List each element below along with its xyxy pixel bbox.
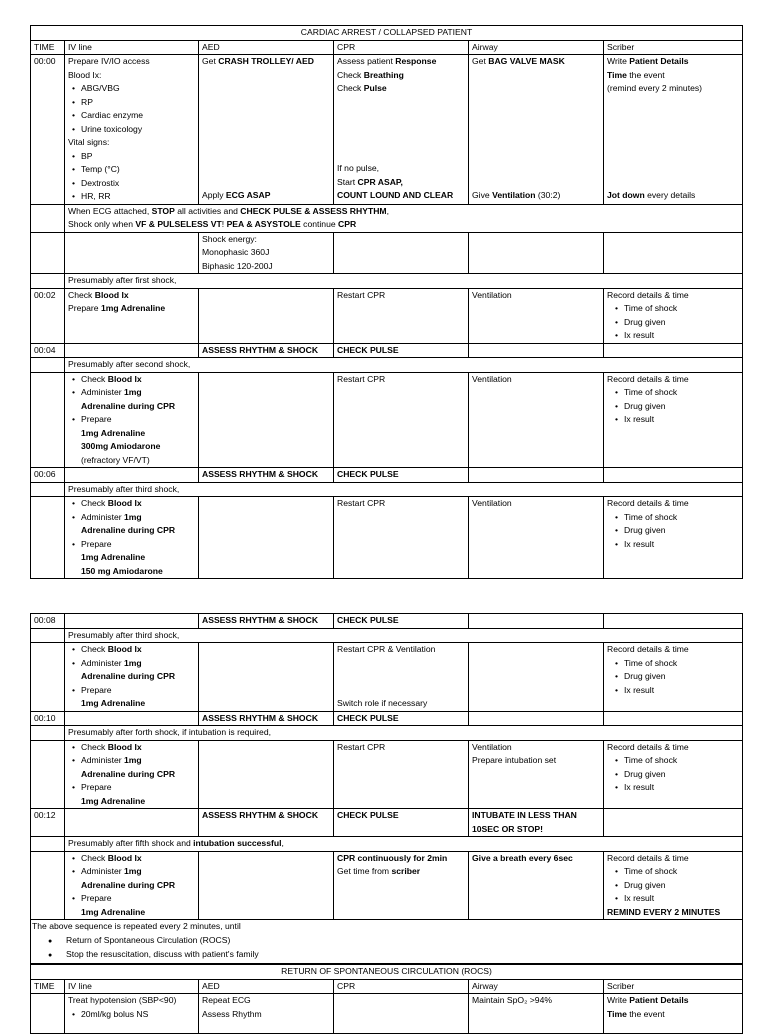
list-item: • Prepare [72, 892, 195, 906]
row-0010 [31, 711, 743, 726]
time-cell: 00:02 [31, 288, 65, 343]
row-0008 [31, 614, 743, 629]
ecg-note-row [31, 204, 743, 232]
rosc-title: RETURN OF SPONTANEOUS CIRCULATION (ROCS) [31, 965, 743, 980]
airway-cell [469, 55, 604, 205]
list-item: • Temp (°C) [72, 163, 195, 177]
after-shock-row [31, 274, 743, 289]
blood-ix-list [68, 82, 195, 136]
list-item: • Ix result [615, 538, 739, 552]
scriber-text: (remind every 2 minutes) [607, 83, 703, 93]
row-0004 [31, 343, 743, 358]
list-item: • Time of shock [615, 386, 739, 400]
airway-cell: Ventilation [469, 288, 604, 343]
list-item: • 20ml/kg bolus NS [72, 1008, 195, 1022]
list-item: • Administer 1mg [72, 511, 195, 525]
list-item: • Ix result [615, 684, 739, 698]
cpr-cell: Restart CPR [334, 497, 469, 579]
iv-list [68, 643, 195, 670]
list-item: • Time of shock [615, 754, 739, 768]
header-scriber: Scriber [604, 979, 743, 994]
row-block3 [31, 497, 743, 579]
scriber-cell: Record details & time • Time of shock • Drug given • Ix result [604, 643, 743, 712]
list-item: • Time of shock [615, 865, 739, 879]
after-shock-row [31, 726, 743, 741]
aed-text: Apply ECG ASAP [202, 190, 271, 200]
after-shock-note: Presumably after forth shock, if intubation is required, [65, 726, 743, 741]
iv-cell: • Check Blood Ix • Administer 1mg Adrenaline during CPR • Prepare 1mg Adrenaline 300mg Amiodarone (refractory VF/VT) [65, 372, 199, 468]
list-item: • Cardiac enzyme [72, 109, 195, 123]
continuation-sheet [30, 613, 742, 964]
continuation-table [30, 613, 743, 964]
list-item: • Administer 1mg [72, 657, 195, 671]
cpr-cell: CHECK PULSE [334, 614, 469, 629]
header-time: TIME [31, 979, 65, 994]
list-item: • Drug given [615, 400, 739, 414]
cpr-text: COUNT LOUND AND CLEAR [337, 190, 454, 200]
cardiac-arrest-table [30, 25, 743, 579]
row-block4 [31, 643, 743, 712]
list-item: • Drug given [615, 879, 739, 893]
list-item: • Check Blood Ix [72, 497, 195, 511]
list-item: • Time of shock [615, 511, 739, 525]
aed-cell: Repeat ECG Assess Rhythm [199, 994, 334, 1034]
time-cell: 00:06 [31, 468, 65, 483]
iv-cell: • Check Blood Ix • Administer 1mg Adrenaline during CPR • Prepare 1mg Adrenaline 150 mg Amiodarone [65, 497, 199, 579]
after-shock-row [31, 358, 743, 373]
list-item: • RP [72, 96, 195, 110]
after-shock-note: Presumably after fifth shock and intubation successful, [65, 837, 743, 852]
time-cell: 00:10 [31, 711, 65, 726]
cpr-cell: CPR continuously for 2min Get time from scriber [334, 851, 469, 920]
list-item: • Check Blood Ix [72, 373, 195, 387]
list-item: • BP [72, 150, 195, 164]
scriber-text: Jot down every details [607, 190, 696, 200]
shock-energy-mono: Monophasic 360J [202, 247, 270, 257]
list-item: ● Return of Spontaneous Circulation (ROCS) [48, 934, 231, 945]
header-cpr: CPR [334, 979, 469, 994]
airway-cell: Maintain SpO₂ >94% [469, 994, 604, 1034]
aed-text: Get CRASH TROLLEY/ AED [202, 56, 314, 66]
scriber-cell: Record details & time • Time of shock • Drug given • Ix result [604, 372, 743, 468]
scriber-list [607, 386, 739, 427]
scriber-list [607, 754, 739, 795]
after-shock-note: Presumably after third shock, [65, 628, 743, 643]
cpr-text: If no pulse, [337, 163, 380, 173]
aed-cell: ASSESS RHYTHM & SHOCK [199, 711, 334, 726]
airway-text: Get BAG VALVE MASK [472, 56, 565, 66]
row-0000 [31, 55, 743, 205]
cpr-text: Start CPR ASAP, [337, 176, 403, 187]
iv-list [68, 741, 195, 768]
aed-cell: ASSESS RHYTHM & SHOCK [199, 809, 334, 837]
iv-cell: Check Blood Ix Prepare 1mg Adrenaline [65, 288, 199, 343]
cpr-cell: CHECK PULSE [334, 809, 469, 837]
time-cell: 00:04 [31, 343, 65, 358]
cpr-cell: CHECK PULSE [334, 468, 469, 483]
list-item: ● Stop the resuscitation, discuss with patient's family [48, 949, 259, 959]
row-block2 [31, 372, 743, 468]
cpr-text: Check Pulse [337, 83, 387, 93]
scriber-cell: Record details & time • Time of shock • Drug given • Ix result [604, 288, 743, 343]
row-block5 [31, 740, 743, 809]
iv-cell: • Check Blood Ix • Administer 1mg Adrenaline during CPR • Prepare 1mg Adrenaline [65, 643, 199, 712]
row-0012 [31, 809, 743, 837]
table-title-row [31, 26, 743, 41]
scriber-list [607, 657, 739, 698]
airway-cell: Ventilation [469, 372, 604, 468]
list-item: • Dextrostix [72, 177, 195, 191]
iv-text: Blood Ix: [68, 69, 102, 80]
after-shock-row [31, 482, 743, 497]
list-item: • Administer 1mg [72, 865, 195, 879]
airway-cell: Ventilation Prepare intubation set [469, 740, 604, 809]
vital-signs-list [68, 150, 195, 204]
shock-energy-bi: Biphasic 120-200J [202, 260, 273, 271]
header-scriber: Scriber [604, 40, 743, 55]
scriber-cell: Record details & time • Time of shock • Drug given • Ix result REMIND EVERY 2 MINUTES [604, 851, 743, 920]
cpr-cell: Restart CPR [334, 372, 469, 468]
cpr-text: Check Breathing [337, 69, 404, 80]
scriber-list [607, 865, 739, 906]
cpr-cell [334, 55, 469, 205]
aed-cell: ASSESS RHYTHM & SHOCK [199, 343, 334, 358]
scriber-cell: Record details & time • Time of shock • Drug given • Ix result [604, 740, 743, 809]
airway-text: Give Ventilation (30:2) [472, 190, 561, 200]
list-item: • Check Blood Ix [72, 741, 195, 755]
scriber-text: Write Patient Details [607, 56, 689, 66]
list-item: • Ix result [615, 413, 739, 427]
list-item: • Ix result [615, 781, 739, 795]
list-item: • ABG/VBG [72, 82, 195, 96]
row-0006 [31, 468, 743, 483]
iv-list [68, 852, 195, 879]
header-aed: AED [199, 979, 334, 994]
header-row [31, 40, 743, 55]
iv-text: Vital signs: [68, 137, 110, 147]
cpr-bottom [337, 162, 453, 203]
after-shock-note: Presumably after first shock, [65, 274, 743, 289]
after-shock-note: Presumably after second shock, [65, 358, 743, 373]
header-time: TIME [31, 40, 65, 55]
iv-text: Prepare IV/IO access [68, 56, 150, 66]
aed-cell: ASSESS RHYTHM & SHOCK [199, 468, 334, 483]
header-iv-line: IV line [65, 40, 199, 55]
time-cell: 00:12 [31, 809, 65, 837]
scriber-cell: Record details & time • Time of shock • Drug given • Ix result [604, 497, 743, 579]
repeat-list [32, 934, 739, 963]
iv-cell: • Check Blood Ix • Administer 1mg Adrenaline during CPR • Prepare 1mg Adrenaline [65, 851, 199, 920]
airway-cell: INTUBATE IN LESS THAN 10SEC OR STOP! [469, 809, 604, 837]
cpr-text: Assess patient Response [337, 56, 437, 66]
list-item: • Drug given [615, 316, 739, 330]
list-item: • Prepare [72, 538, 195, 552]
shock-energy-cell [199, 232, 334, 274]
cpr-cell: Restart CPR [334, 740, 469, 809]
iv-list [68, 497, 195, 524]
row-block6 [31, 851, 743, 920]
airway-cell: Give a breath every 6sec [469, 851, 604, 920]
ecg-note: When ECG attached, STOP all activities and CHECK PULSE & ASSESS RHYTHM, Shock only when VF & PULSELESS VT! PEA & ASYSTOLE continue CPR [65, 204, 743, 232]
scriber-list [607, 302, 739, 343]
list-item: • Prepare [72, 684, 195, 698]
header-cpr: CPR [334, 40, 469, 55]
row-0002 [31, 288, 743, 343]
iv-cell [65, 55, 199, 205]
list-item: • Urine toxicology [72, 123, 195, 137]
shock-energy-label: Shock energy: [202, 233, 257, 244]
rosc-title-row [31, 965, 743, 980]
list-item: • HR, RR [72, 190, 195, 204]
shock-energy-row [31, 232, 743, 274]
header-iv-line: IV line [65, 979, 199, 994]
list-item: • Time of shock [615, 302, 739, 316]
header-airway: Airway [469, 40, 604, 55]
header-aed: AED [199, 40, 334, 55]
list-item: • Ix result [615, 892, 739, 906]
list-item: • Check Blood Ix [72, 852, 195, 866]
airway-cell: Ventilation [469, 497, 604, 579]
iv-cell: Treat hypotension (SBP<90) • 20ml/kg bolus NS [65, 994, 199, 1034]
cpr-cell: Restart CPR & Ventilation Switch role if necessary [334, 643, 469, 712]
table-title: CARDIAC ARREST / COLLAPSED PATIENT [31, 26, 743, 41]
iv-cell: • Check Blood Ix • Administer 1mg Adrenaline during CPR • Prepare 1mg Adrenaline [65, 740, 199, 809]
after-shock-row [31, 628, 743, 643]
rosc-row [31, 994, 743, 1034]
list-item: • Administer 1mg [72, 754, 195, 768]
iv-list [68, 373, 195, 400]
header-airway: Airway [469, 979, 604, 994]
aed-cell [199, 55, 334, 205]
repeat-note-cell [31, 920, 743, 964]
list-item: • Drug given [615, 768, 739, 782]
cpr-cell: CHECK PULSE [334, 711, 469, 726]
list-item: • Drug given [615, 524, 739, 538]
aed-cell: ASSESS RHYTHM & SHOCK [199, 614, 334, 629]
repeat-note: The above sequence is repeated every 2 minutes, until [32, 921, 241, 931]
list-item: • Ix result [615, 329, 739, 343]
cpr-cell: CHECK PULSE [334, 343, 469, 358]
scriber-cell: Write Patient Details Time the event [604, 994, 743, 1034]
scriber-text: Time the event [607, 69, 665, 80]
time-cell: 00:00 [31, 55, 65, 205]
list-item: • Prepare [72, 413, 195, 427]
list-item: • Prepare [72, 781, 195, 795]
repeat-note-row [31, 920, 743, 964]
after-shock-row [31, 837, 743, 852]
list-item: • Drug given [615, 670, 739, 684]
scriber-list [607, 511, 739, 552]
cardiac-arrest-sheet [30, 25, 742, 579]
cpr-cell: Restart CPR [334, 288, 469, 343]
scriber-cell [604, 55, 743, 205]
rosc-header-row [31, 979, 743, 994]
list-item: • Administer 1mg [72, 386, 195, 400]
after-shock-note: Presumably after third shock, [65, 482, 743, 497]
list-item: • Check Blood Ix [72, 643, 195, 657]
time-cell: 00:08 [31, 614, 65, 629]
list-item: • Time of shock [615, 657, 739, 671]
